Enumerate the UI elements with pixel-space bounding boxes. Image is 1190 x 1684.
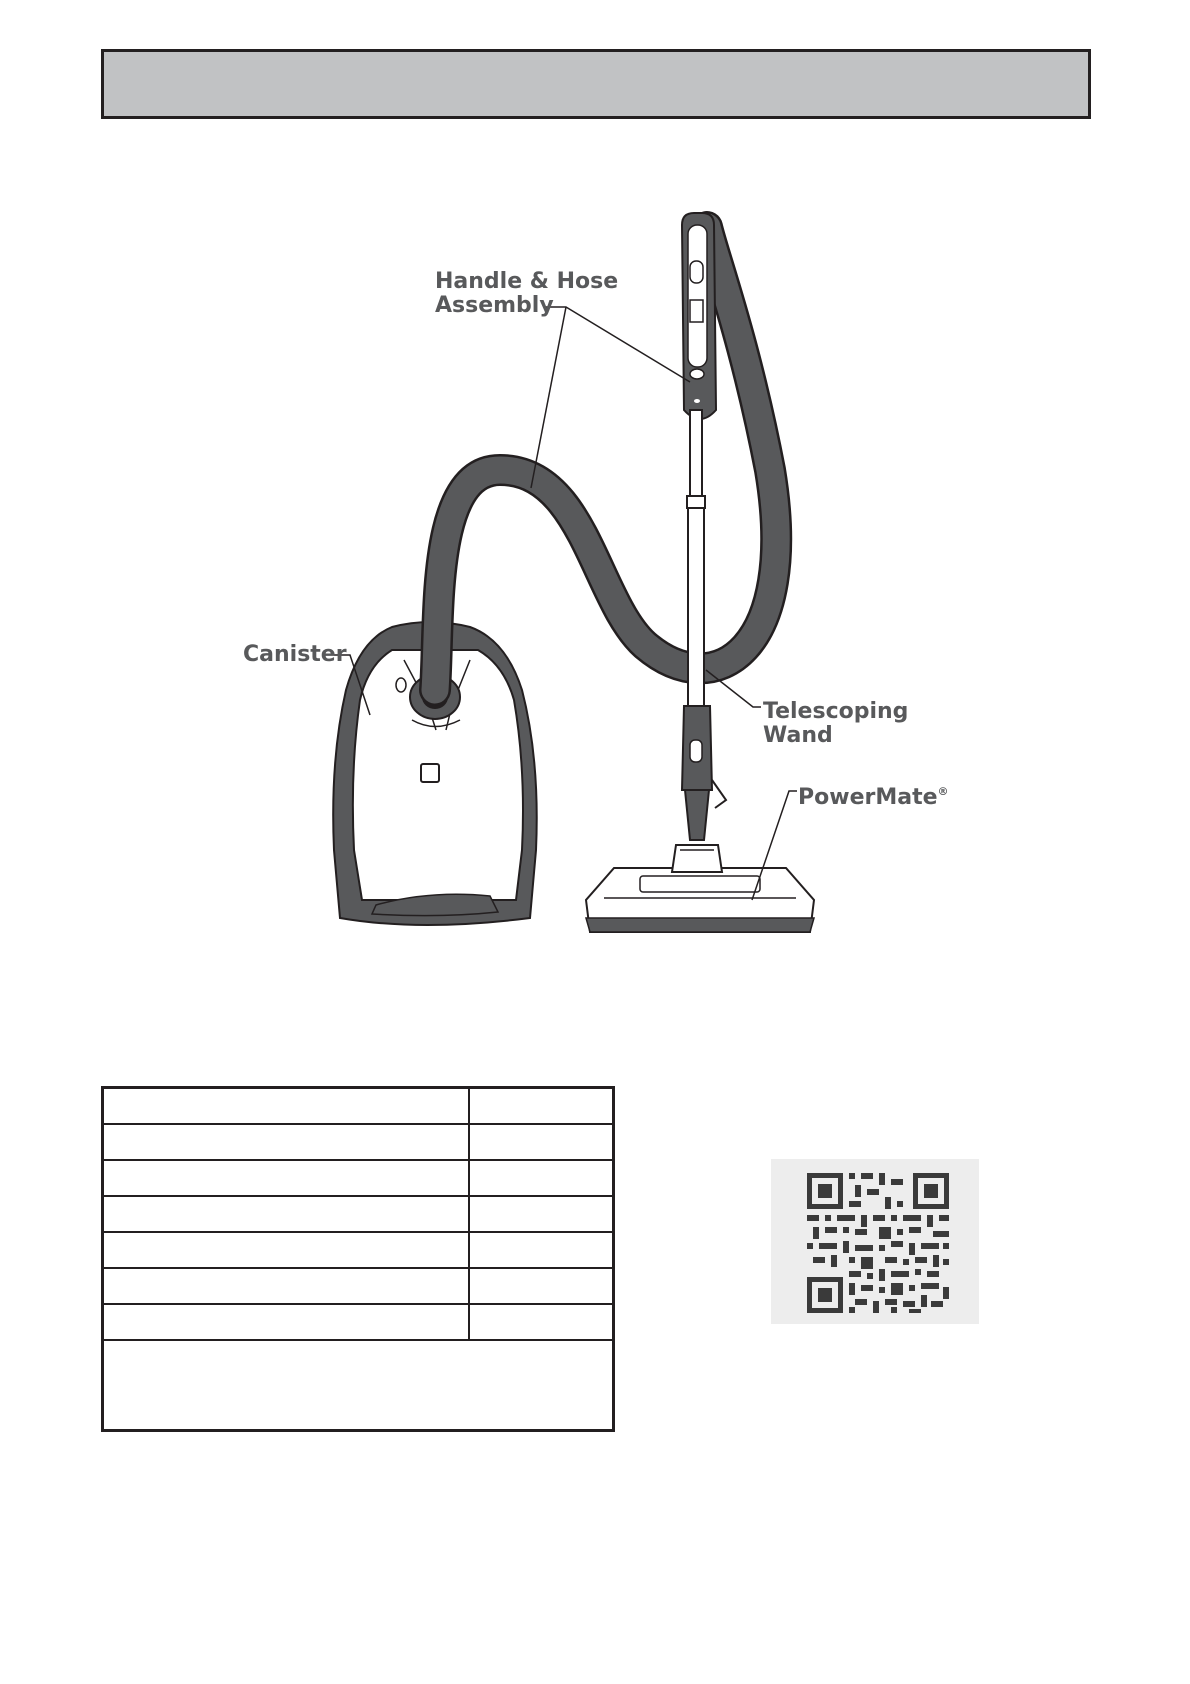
qr-code-pattern [771, 1159, 979, 1324]
table-row [103, 1088, 614, 1125]
label-telescoping-wand: Telescoping Wand [763, 699, 909, 748]
label-powermate: PowerMate® [798, 785, 949, 810]
powermate-nozzle [586, 845, 814, 932]
table-row [103, 1268, 614, 1304]
parts-table [101, 1086, 615, 1432]
table-row [103, 1160, 614, 1196]
telescoping-wand-tube [682, 410, 726, 840]
table-row [103, 1124, 614, 1160]
table-row [103, 1304, 614, 1340]
table-row [103, 1196, 614, 1232]
label-canister: Canister [243, 642, 347, 667]
label-handle-hose: Handle & Hose Assembly [435, 269, 619, 318]
wand-handle [682, 213, 716, 419]
table-row [103, 1232, 614, 1268]
qr-code[interactable] [771, 1159, 979, 1324]
table-note-row [103, 1340, 614, 1431]
